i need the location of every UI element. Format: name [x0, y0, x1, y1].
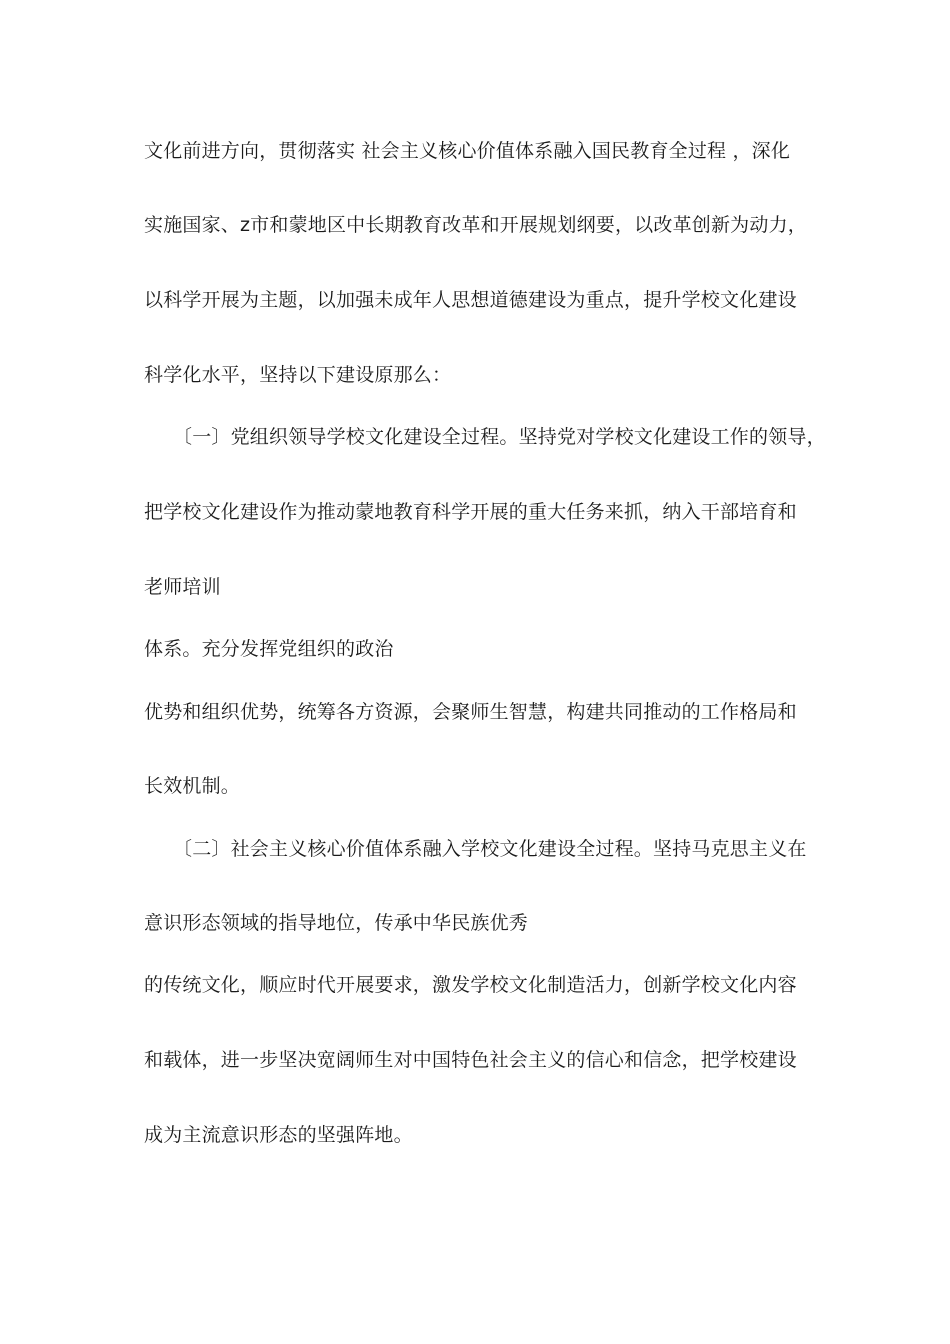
text-line-7: 老师培训	[144, 576, 221, 598]
text-line-10: 长效机制。	[144, 775, 241, 797]
text-line-13: 的传统文化，顺应时代开展要求，激发学校文化制造活力，创新学校文化内容	[144, 974, 797, 996]
section-1-heading-line: 〔一〕党组织领导学校文化建设全过程。坚持党对学校文化建设工作的领导，	[173, 426, 826, 448]
text-line-15: 成为主流意识形态的坚强阵地。	[144, 1124, 413, 1146]
text-line-6: 把学校文化建设作为推动蒙地教育科学开展的重大任务来抓，纳入干部培育和	[144, 501, 797, 523]
text-line-1: 文化前进方向，贯彻落实 社会主义核心价值体系融入国民教育全过程 ，深化	[144, 140, 791, 162]
text-line-14: 和载体，进一步坚决宽阔师生对中国特色社会主义的信心和信念，把学校建设	[144, 1049, 797, 1071]
text-line-9: 优势和组织优势，统筹各方资源，会聚师生智慧，构建共同推动的工作格局和	[144, 701, 797, 723]
text-line-4: 科学化水平，坚持以下建设原那么：	[144, 364, 452, 386]
text-line-3: 以科学开展为主题，以加强未成年人思想道德建设为重点，提升学校文化建设	[144, 289, 797, 311]
text-line-8: 体系。充分发挥党组织的政治	[144, 638, 394, 660]
text-line-2: 实施国家、z市和蒙地区中长期教育改革和开展规划纲要，以改革创新为动力，	[144, 214, 807, 236]
section-2-heading-line: 〔二〕社会主义核心价值体系融入学校文化建设全过程。坚持马克思主义在	[173, 838, 807, 860]
text-line-12: 意识形态领域的指导地位，传承中华民族优秀	[144, 912, 529, 934]
